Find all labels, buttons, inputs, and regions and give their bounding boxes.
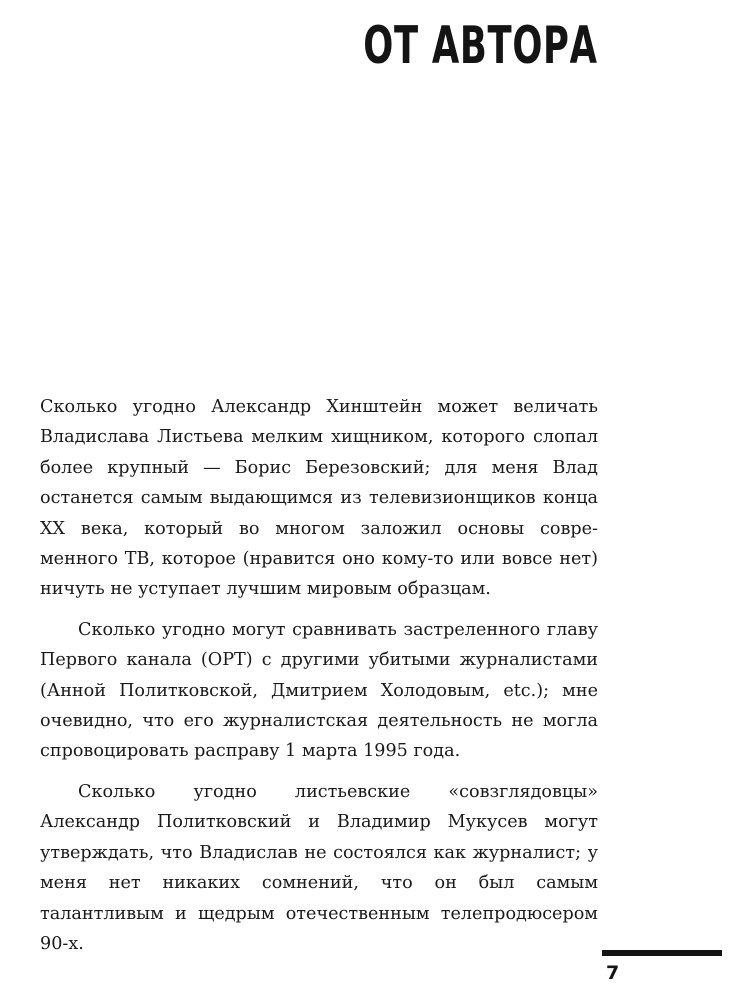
chapter-title: ОТ АВТОРА xyxy=(363,16,598,76)
paragraph-1: Сколько угодно Александр Хинштейн может величать Владислава Листьева мелким хищником, которого слопал более крупный — Борис Березовский; для меня Влад останется самым выдающимся из телевизионщиков конца XX века, который во многом заложил основы современного ТВ, которое (нравится оно кому-то или вовсе нет) ничуть не уступает лучшим мировым образцам. xyxy=(40,397,598,600)
folio-rule xyxy=(602,950,722,956)
folio-rule-thin xyxy=(602,954,638,955)
paragraph-3: Сколько угодно листьевские «совзглядовцы» Александр Политковский и Владимир Мукусев могут утверждать, что Владислав не состоялся как журналист; у меня нет никаких сомнений, что он был самым талантливым и щедрым отечественным телепродюсером 90-х. xyxy=(40,781,598,954)
paragraph-2: Сколько угодно могут сравнивать застреленного главу Первого канала (ОРТ) с другими убитыми журналистами (Анной Политковской, Дмитрием Холодовым, etc.); мне очевидно, что его журналистская деятельность не могла спровоцировать расправу 1 марта 1995 года. xyxy=(40,619,598,762)
body-text xyxy=(40,392,598,969)
page-number: 7 xyxy=(606,962,620,984)
